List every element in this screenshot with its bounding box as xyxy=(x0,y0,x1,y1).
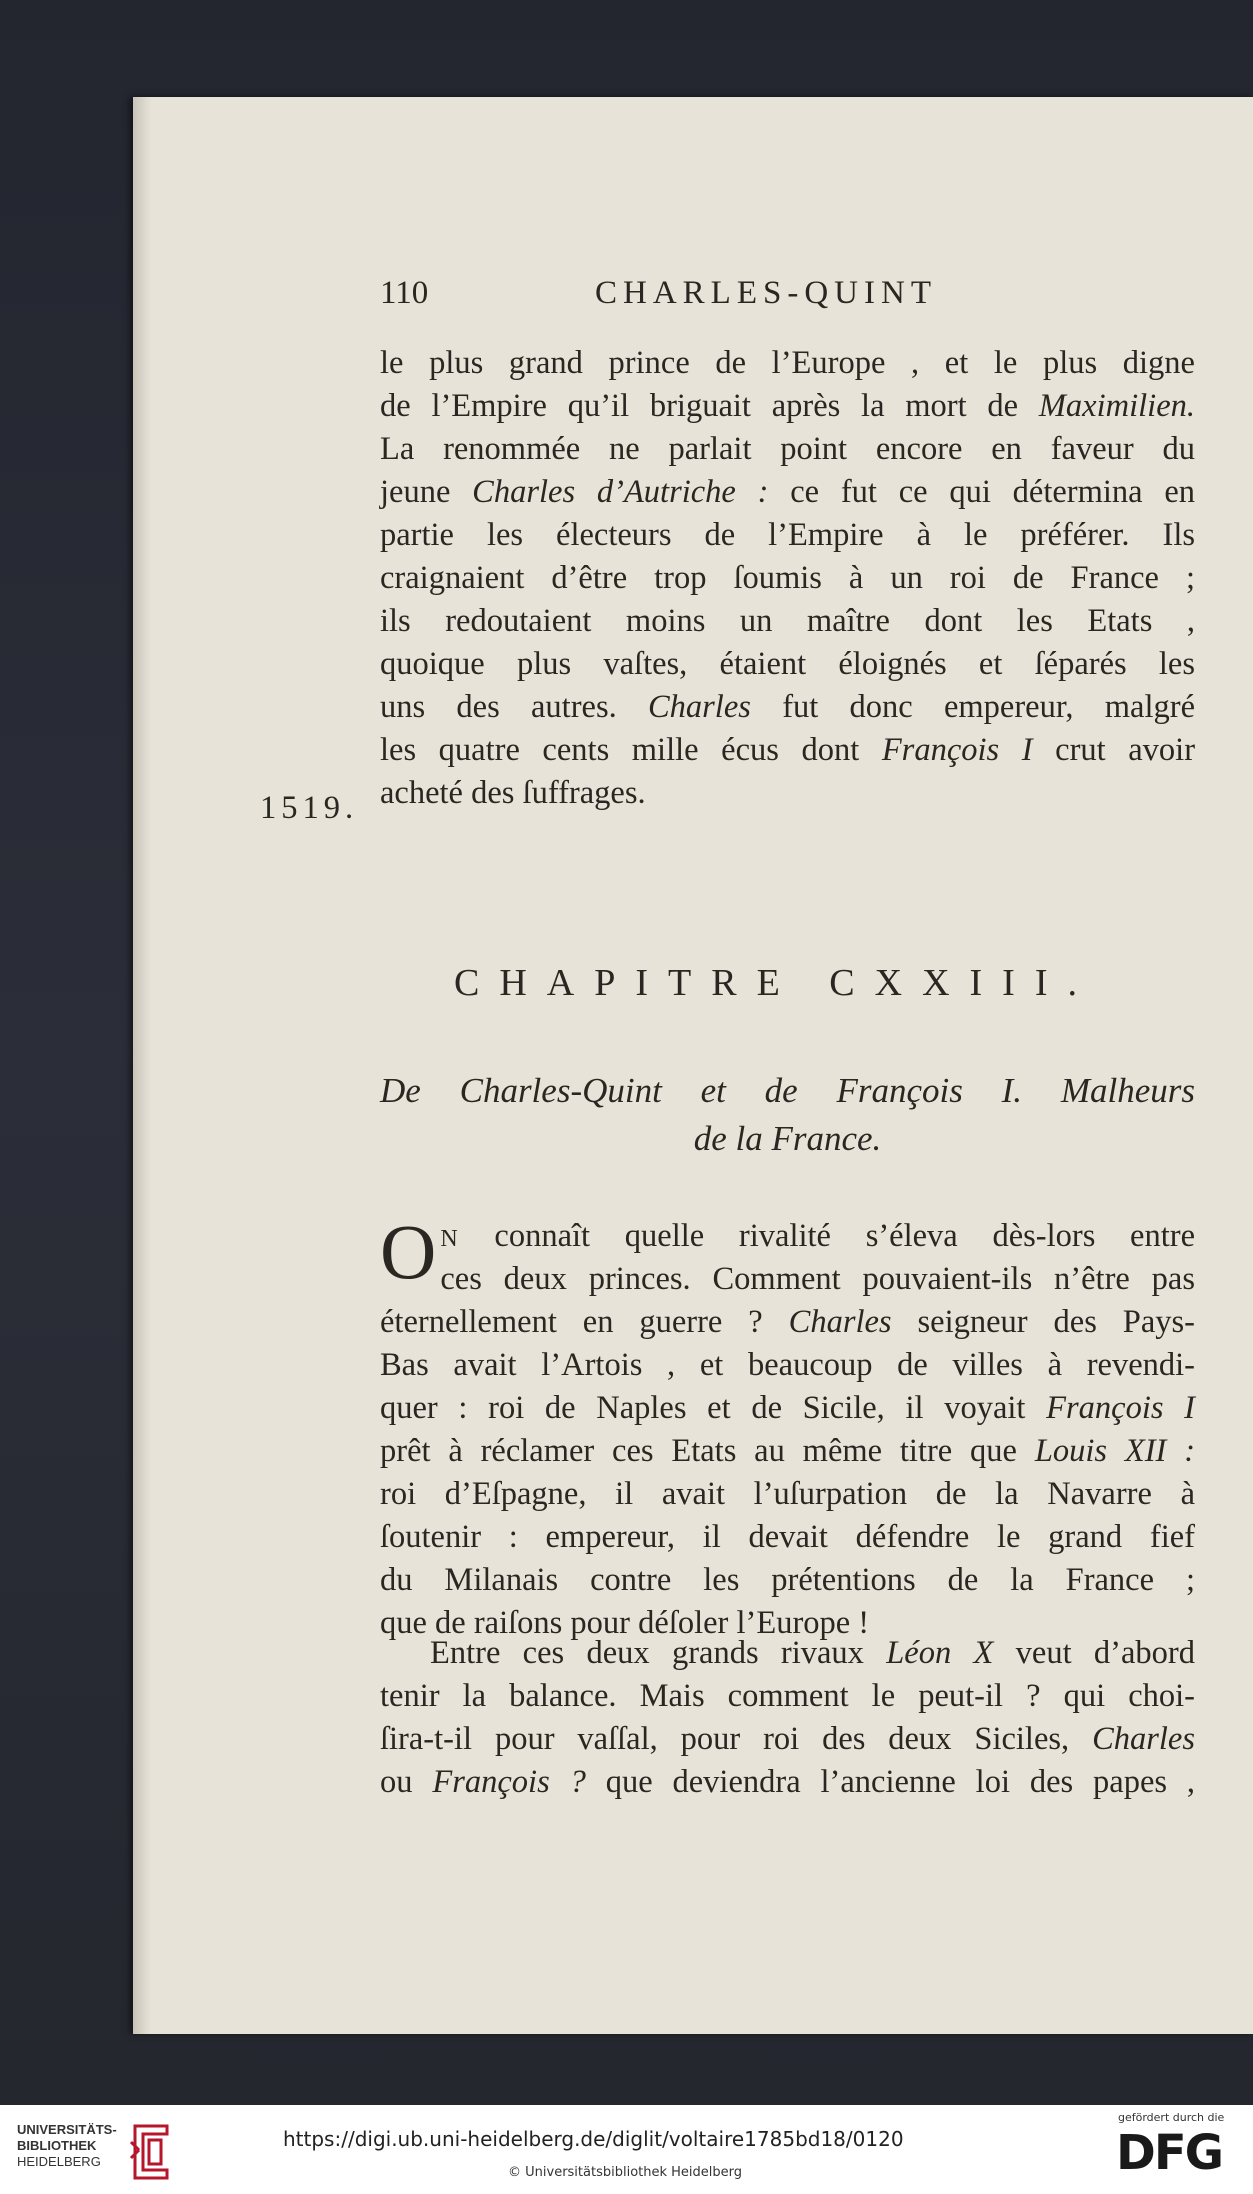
text-line: Entre ces deux grands rivaux Léon X veut d’abord xyxy=(430,1635,1195,1671)
subtitle-line: de la France. xyxy=(693,1119,882,1158)
italic-name: François I xyxy=(1046,1390,1195,1426)
text-line: Bas avait l’Artois , et beaucoup de villes à revendi- xyxy=(380,1347,1195,1383)
drop-cap: O xyxy=(380,1208,437,1295)
dfg-logo[interactable]: DFG xyxy=(1116,2125,1223,2181)
text-line: La renommée ne parlait point encore en faveur du xyxy=(380,431,1195,467)
italic-name: Léon X xyxy=(886,1635,994,1671)
chapter-subtitle xyxy=(380,1067,1195,1163)
text-line: N connaît quelle rivalité s’éleva dès-lors entre xyxy=(440,1218,1196,1254)
text-line: craignaient d’être trop ſoumis à un roi de France ; xyxy=(380,560,1195,596)
italic-name: Charles xyxy=(1092,1721,1196,1757)
italic-name: Charles xyxy=(788,1304,892,1340)
text-line: ils redoutaient moins un maître dont les Etats , xyxy=(380,603,1195,639)
italic-name: François I xyxy=(881,732,1033,768)
text-line: quer : roi de Naples et de Sicile, il voyait François I xyxy=(380,1390,1195,1426)
permalink-url[interactable]: https://digi.ub.uni-heidelberg.de/diglit/voltaire1785bd18/0120 xyxy=(283,2127,904,2151)
text-line: du Milanais contre les prétentions de la France ; xyxy=(380,1562,1195,1598)
viewer-footer xyxy=(0,2105,1253,2194)
italic-name: François ? xyxy=(432,1764,586,1800)
text-line: uns des autres. Charles fut donc empereur, malgré xyxy=(380,689,1195,725)
text-line: prêt à réclamer ces Etats au même titre que Louis XII : xyxy=(380,1433,1196,1469)
running-title: CHARLES-QUINT xyxy=(595,275,937,311)
subtitle-line: De Charles-Quint et de François I. Malheurs xyxy=(380,1071,1195,1110)
text-line: ſoutenir : empereur, il devait défendre le grand fief xyxy=(380,1519,1195,1555)
funding-note: gefördert durch die xyxy=(1118,2111,1225,2124)
page-number: 110 xyxy=(380,275,429,311)
text-line: ſira-t-il pour vaſſal, pour roi des deux Siciles, Charles xyxy=(380,1721,1196,1757)
text-line: jeune Charles d’Autriche : ce fut ce qui détermina en xyxy=(380,474,1196,510)
italic-name: Charles d’Autriche : xyxy=(472,474,769,510)
italic-name: Maximilien. xyxy=(1038,388,1195,424)
library-name: UNIVERSITÄTS- BIBLIOTHEK HEIDELBERG xyxy=(17,2122,117,2169)
text-line: acheté des ſuffrages. xyxy=(380,775,646,811)
text-line: ces deux princes. Comment pouvaient-ils n’être pas xyxy=(440,1261,1195,1297)
paragraph-1 xyxy=(380,342,1195,815)
text-line: de l’Empire qu’il briguait après la mort de Maximilien. xyxy=(380,388,1195,424)
book-page xyxy=(133,97,1253,2034)
text-line: roi d’Eſpagne, il avait l’uſurpation de la Navarre à xyxy=(380,1476,1195,1512)
library-emblem-icon xyxy=(127,2122,175,2182)
copyright-notice: © Universitätsbibliothek Heidelberg xyxy=(508,2165,743,2180)
text-line: les quatre cents mille écus dont François I crut avoir xyxy=(380,732,1196,768)
italic-name: Charles xyxy=(647,689,751,725)
text-line: ou François ? que deviendra l’ancienne loi des papes , xyxy=(380,1764,1196,1800)
text-line: le plus grand prince de l’Europe , et le plus digne xyxy=(380,345,1195,381)
library-logo[interactable] xyxy=(17,2122,167,2182)
paragraph-2 xyxy=(380,1208,1196,1645)
text-line: partie les électeurs de l’Empire à le préférer. Ils xyxy=(380,517,1195,553)
text-line: tenir la balance. Mais comment le peut-il ? qui choi- xyxy=(380,1678,1195,1714)
page-gutter-shadow xyxy=(133,97,151,2034)
text-line: quoique plus vaſtes, étaient éloignés et ſéparés les xyxy=(380,646,1195,682)
text-line: éternellement en guerre ? Charles seigneur des Pays- xyxy=(380,1304,1195,1340)
chapter-heading: CHAPITRE CXXIII. xyxy=(454,962,1097,1004)
italic-name: Louis XII : xyxy=(1034,1433,1196,1469)
paragraph-3 xyxy=(380,1632,1195,1804)
margin-year: 1519. xyxy=(260,790,359,826)
running-head xyxy=(133,275,1253,325)
text-line: que de raiſons pour déſoler l’Europe ! xyxy=(380,1605,870,1641)
